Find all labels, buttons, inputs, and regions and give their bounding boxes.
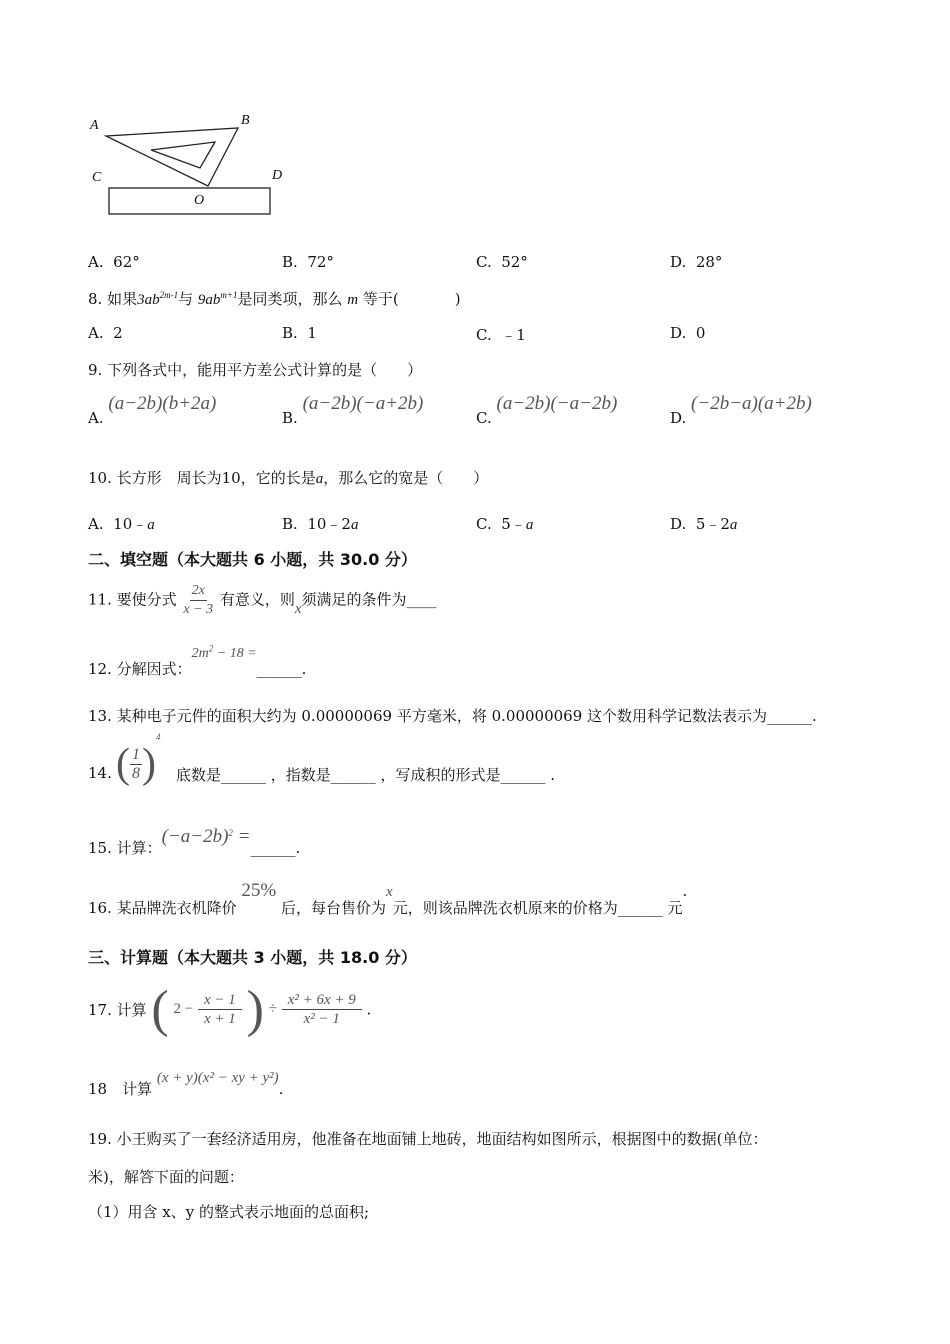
q8-question: 8. 如果$3ab^{2m-1}$与 $9ab^{m+1}$是同类项，那么 m 等于( ): [88, 290, 461, 308]
q11-fraction: $\frac{2x}{x - 3}$: [183, 583, 214, 617]
q9-option-a: A. (a−2b)(b+2a): [88, 393, 217, 427]
q13-question: 13. 某种电子元件的面积大约为 0.00000069 平方毫米，将 0.00000069 这个数用科学记数法表示为______.: [88, 707, 817, 725]
q7-option-d: D. 28°: [670, 253, 723, 271]
q17-question: 17. 计算 ( 2 − $\frac{x - 1}{x + 1}$ ) ÷ $\frac{\text{x² + 6x + 9}}{\text{x² − 1}}$ .: [88, 981, 372, 1038]
q11-question: 11. 要使分式 $\frac{2x}{x - 3}$ 有意义，则x须满足的条件为____: [88, 583, 437, 617]
q19-line-2: 米)，解答下面的问题：: [88, 1168, 244, 1186]
ruler-rect: [109, 188, 270, 214]
section-3-heading: 三、计算题（本大题共 3 小题，共 18.0 分）: [88, 948, 417, 967]
label-o: O: [194, 193, 205, 208]
q10-option-a: A. 10﹣a: [88, 515, 155, 533]
q19-line-1: 19. 小王购买了一套经济适用房，他准备在地面铺上地砖，地面结构如图所示，根据图中的数据(单位：: [88, 1130, 768, 1148]
q10-option-d: D. 5﹣2a: [670, 515, 738, 533]
q19-sub-1: （1）用含 x、y 的整式表示地面的总面积;: [88, 1203, 370, 1221]
q7-option-c: C. 52°: [476, 253, 528, 271]
label-b: B: [241, 113, 250, 128]
q7-option-a: A. 62°: [88, 253, 140, 271]
q15-question: 15. 计算：$(-a-2b)^2$ =______.: [88, 826, 301, 857]
q12-question: 12. 分解因式：$2m^2 - 18$ =______.: [88, 643, 307, 678]
q10-option-c: C. 5﹣a: [476, 515, 534, 533]
q9-option-b: B. (a−2b)(−a+2b): [282, 393, 424, 427]
inner-triangle: [151, 142, 215, 168]
q9-option-c: C. (a−2b)(−a−2b): [476, 393, 618, 427]
triangle-figure-svg: [84, 110, 294, 220]
q8-option-d: D. 0: [670, 324, 706, 342]
q17-fraction-1: $\frac{x - 1}{x + 1}$: [198, 991, 242, 1028]
q18-question: 18 计算 (x + y)(x² − xy + y²).: [88, 1070, 284, 1098]
triangle-figure: [84, 110, 294, 220]
q8-option-c: C. ﹣1: [476, 326, 526, 344]
outer-triangle: [106, 128, 238, 186]
q14-power: ( $\frac{1}{8}$ )$^4$: [116, 732, 161, 787]
q10-option-b: B. 10﹣2a: [282, 515, 359, 533]
q9-option-d: D. (−2b−a)(a+2b): [670, 393, 812, 427]
q10-question: 10. 长方形 周长为10，它的长是a，那么它的宽是（ ）: [88, 469, 489, 487]
q16-question: 16. 某品牌洗衣机降价 25% 后，每台售价为x元，则该品牌洗衣机原来的价格为______ 元.: [88, 880, 688, 917]
q17-fraction-2: $\frac{\text{x² + 6x + 9}}{\text{x² − 1}}$: [282, 991, 362, 1028]
q8-option-b: B. 1: [282, 324, 317, 342]
q9-question: 9. 下列各式中，能用平方差公式计算的是（ ）: [88, 361, 423, 379]
label-c: C: [92, 170, 102, 185]
section-2-heading: 二、填空题（本大题共 6 小题，共 30.0 分）: [88, 550, 417, 569]
q8-option-a: A. 2: [88, 324, 123, 342]
label-d: D: [272, 168, 283, 183]
q7-option-b: B. 72°: [282, 253, 334, 271]
label-a: A: [90, 118, 99, 133]
